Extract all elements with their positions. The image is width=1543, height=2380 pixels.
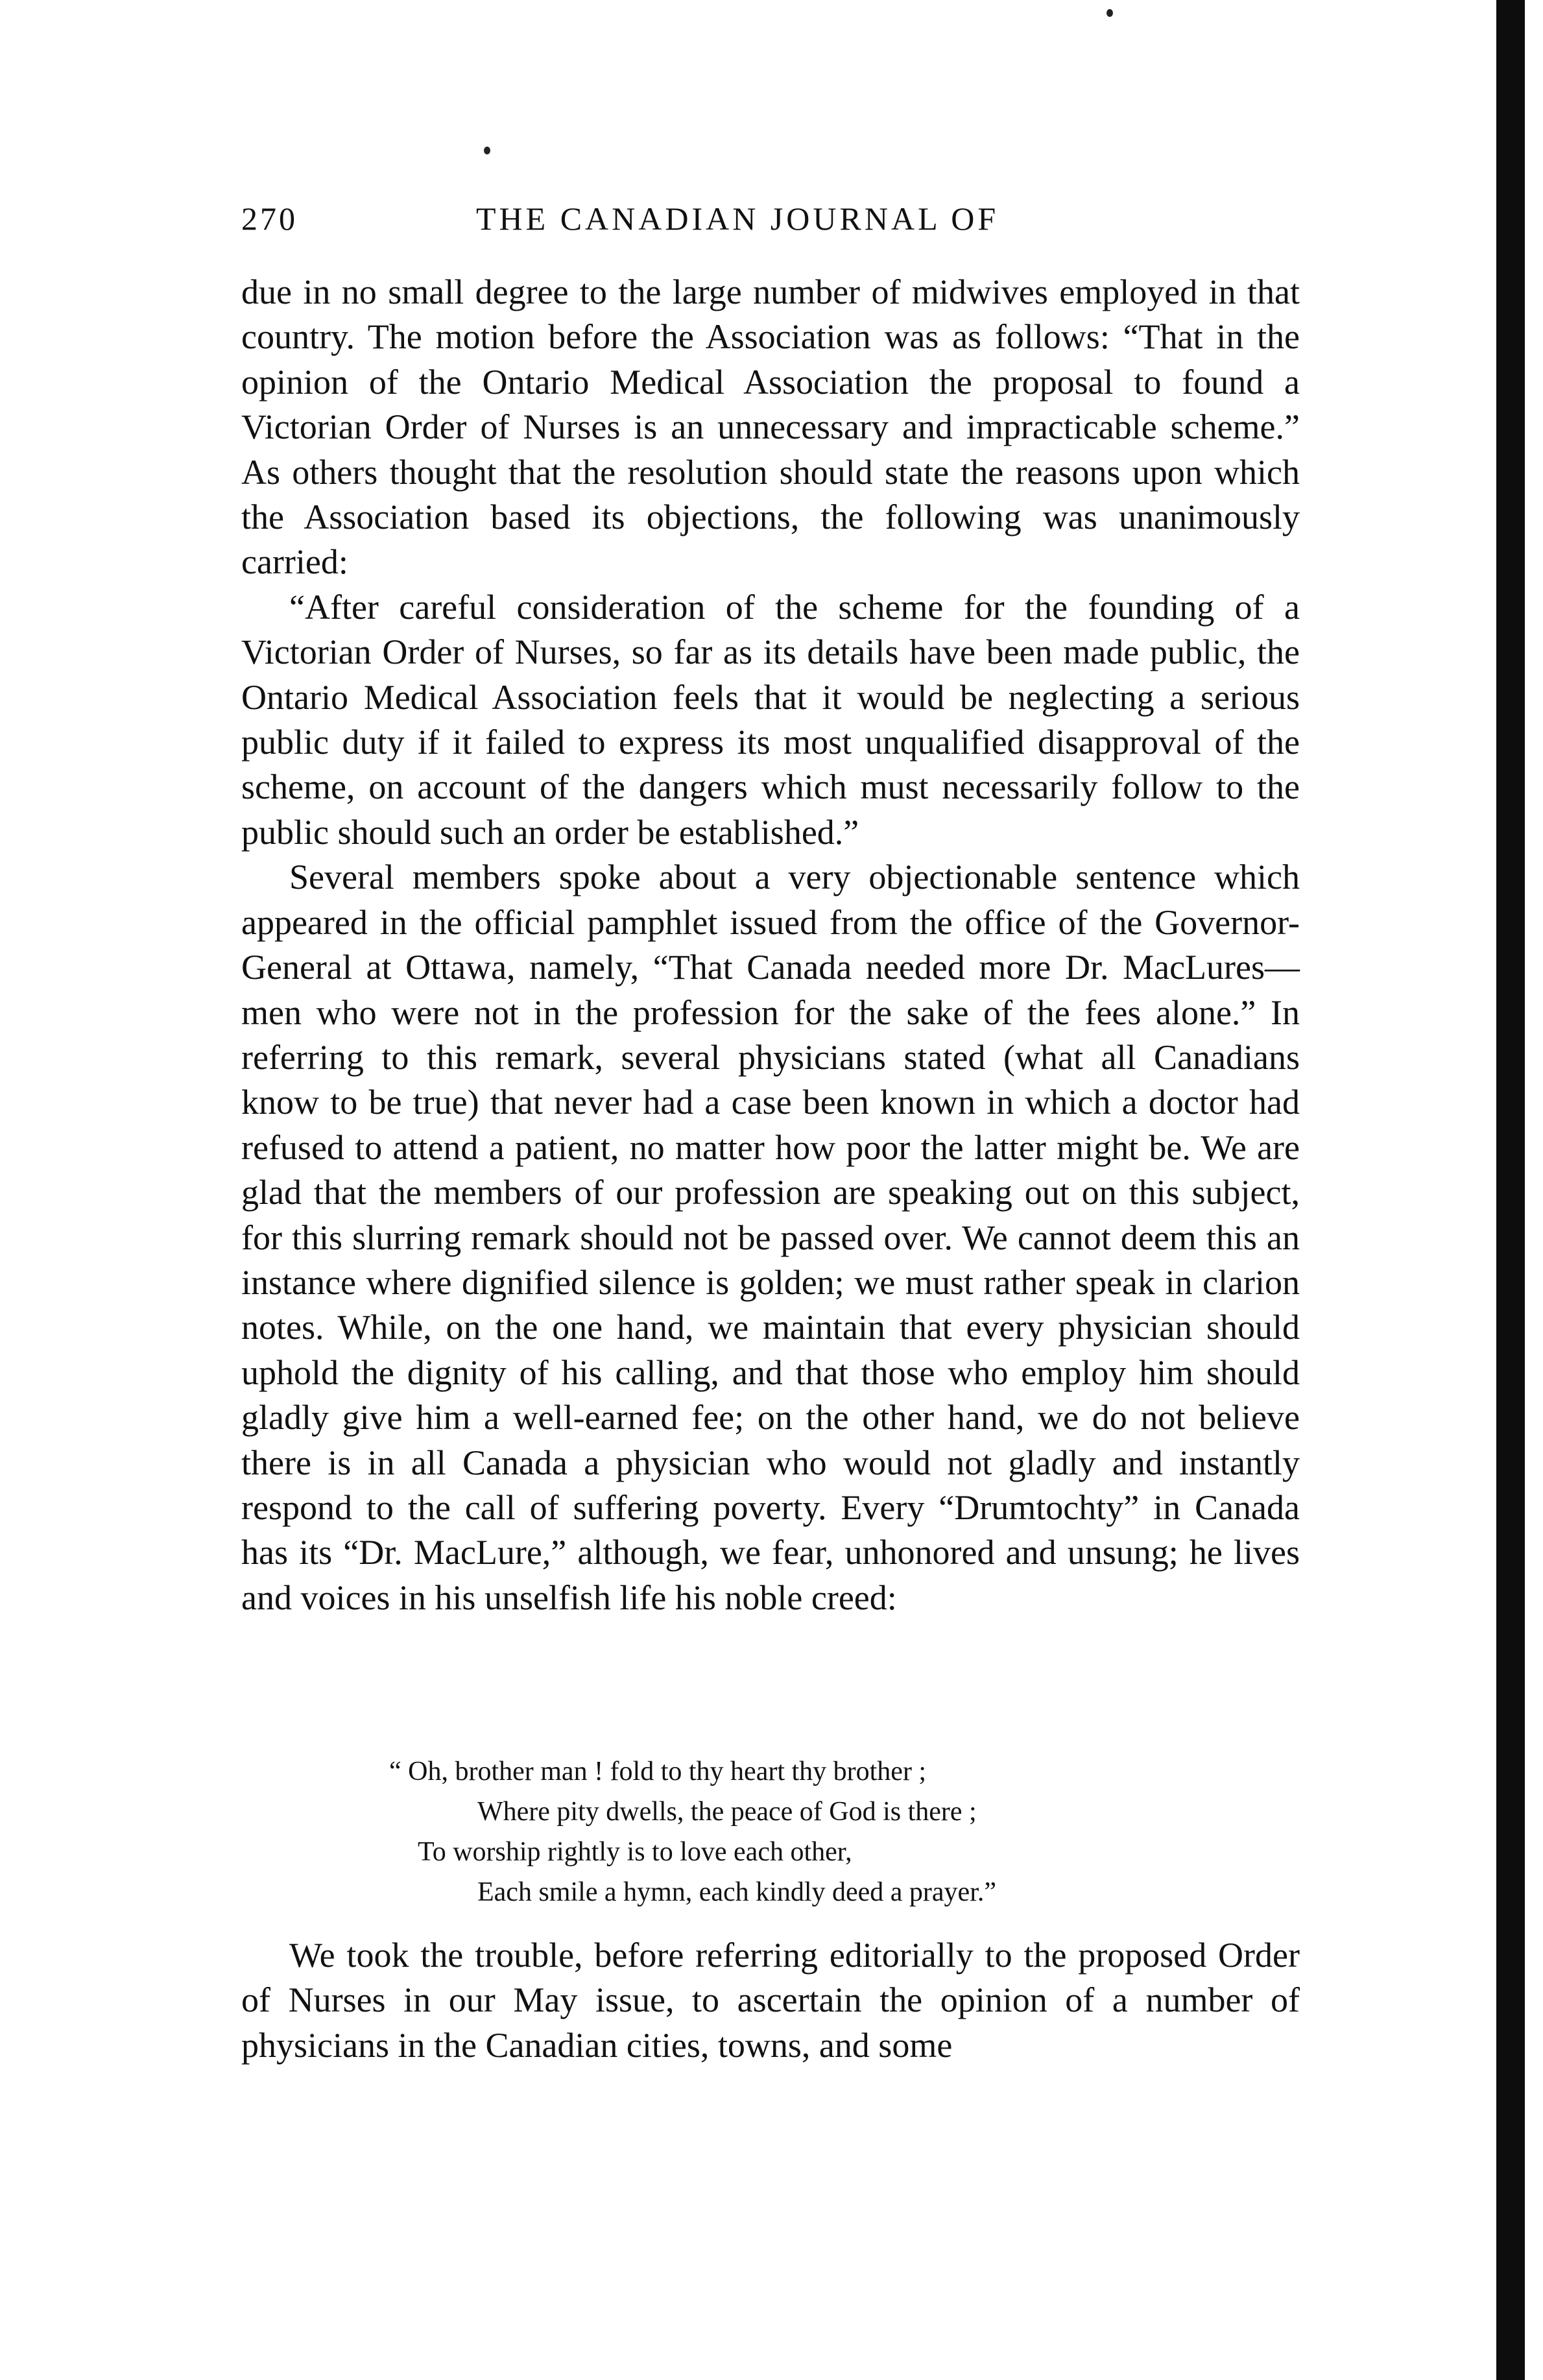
poem-line: “ Oh, brother man ! fold to thy heart thy brother ; (389, 1757, 927, 1786)
poem-quote (363, 1751, 1206, 1912)
edge-artifact (1487, 2212, 1496, 2226)
paragraph-quoted-resolution: “After careful consideration of the scheme for the founding of a Victorian Order of Nurses, so far as its details have been made public, the Ontario Medical Association feels that it would be neglecting a serious public duty if it failed to express its most unqualified disapproval of the scheme, on account of the dangers which must necessarily follow to the public should such an order be established.” (241, 587, 1300, 852)
article-body (241, 270, 1300, 1620)
scan-edge-shadow (1496, 0, 1525, 2380)
paragraph: due in no small degree to the large number of midwives employed in that country. The motion before the Association was as follows: “That in the opinion of the Ontario Medical Association the proposal to found a Victorian Order of Nurses is an unnecessary and impracticable scheme.” As others thought that the resolution should state the reasons upon which the Association based its objections, the following was unanimously carried: (241, 272, 1300, 582)
edge-artifact (1487, 2270, 1496, 2285)
poem-line: Each smile a hymn, each kindly deed a prayer.” (477, 1877, 997, 1907)
page-header (241, 200, 1298, 245)
poem-line: Where pity dwells, the peace of God is there ; (477, 1797, 977, 1827)
paragraph: Several members spoke about a very objectionable sentence which appeared in the official pamphlet issued from the office of the Governor-General at Ottawa, namely, “That Canada needed more Dr. MacLures—men who were not in the profession for the sake of the fees alone.” In referring to this remark, several physicians stated (what all Canadians know to be true) that never had a case been known in which a doctor had refused to attend a patient, no matter how poor the latter might be. We are glad that the members of our profession are speaking out on this subject, for this slurring remark should not be passed over. We cannot deem this an instance where dignified silence is golden; we must rather speak in clarion notes. While, on the one hand, we maintain that every physician should uphold the dignity of his calling, and that those who employ him should gladly give him a well-earned fee; on the other hand, we do not believe there is in all Canada a physician who would not gladly and instantly respond to the call of suffering poverty. Every “Drumtochty” in Canada has its “Dr. MacLure,” although, we fear, unhonored and unsung; he lives and voices in his unselfish life his noble creed: (241, 858, 1300, 1617)
paragraph: We took the trouble, before referring editorially to the proposed Order of Nurses in our May issue, to ascertain the opinion of a number of physicians in the Canadian cities, towns, and some (241, 1936, 1300, 2065)
running-title: THE CANADIAN JOURNAL OF (476, 200, 999, 237)
scan-speck (484, 147, 490, 154)
edge-artifact (1487, 305, 1496, 319)
article-body-continued (241, 1933, 1300, 2068)
page-number: 270 (241, 200, 298, 237)
poem-line: To worship rightly is to love each other, (418, 1837, 852, 1867)
scan-speck (1106, 9, 1113, 17)
